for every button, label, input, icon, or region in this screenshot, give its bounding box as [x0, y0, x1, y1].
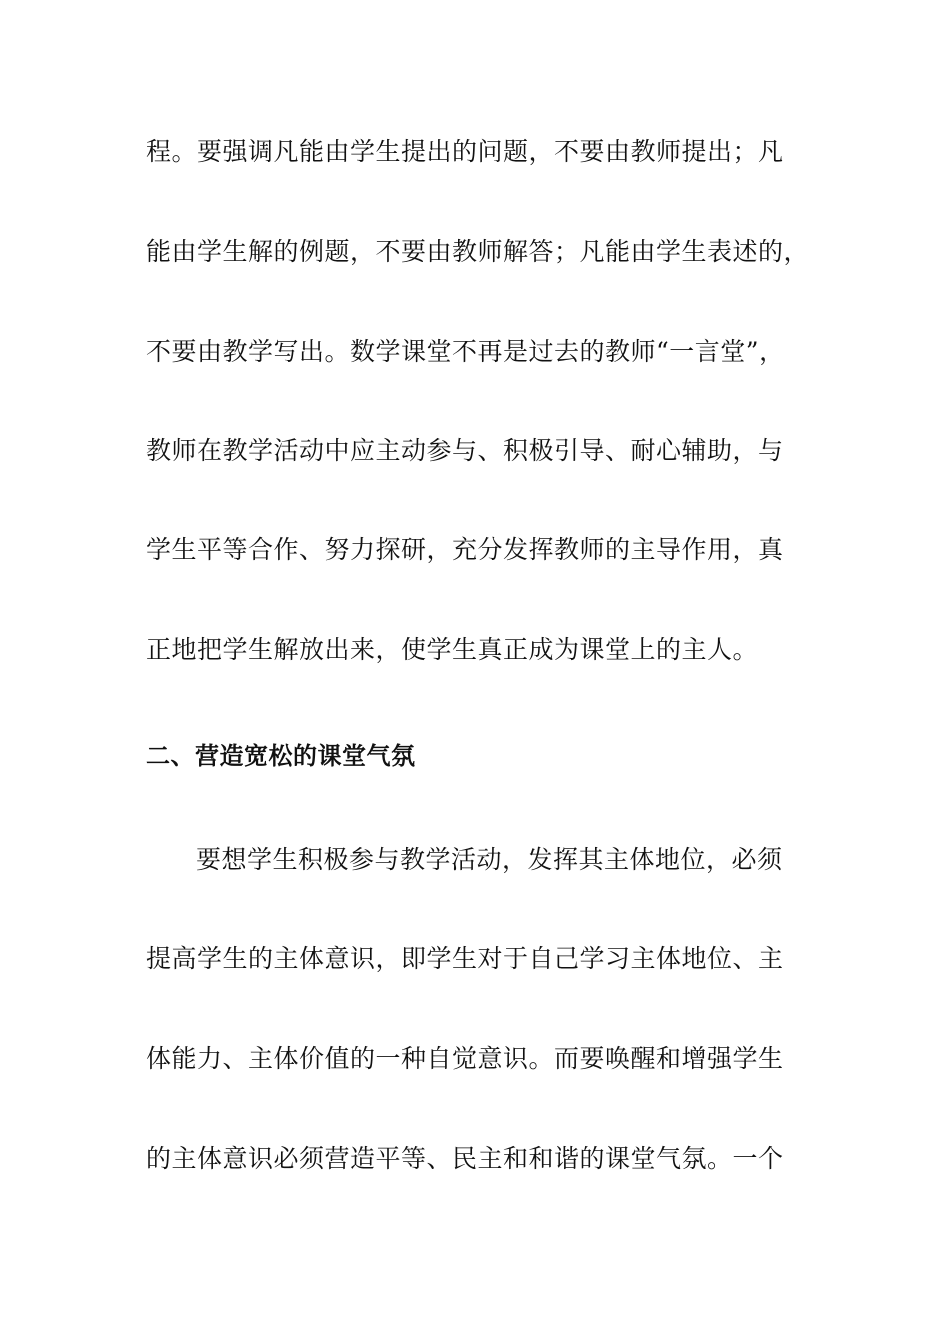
paragraph-line: 不要由教学写出。数学课堂不再是过去的教师“一言堂”， — [146, 337, 785, 366]
paragraph-line: 提高学生的主体意识，即学生对于自己学习主体地位、主 — [146, 944, 784, 973]
paragraph-line: 的主体意识必须营造平等、民主和和谐的课堂气氛。一个 — [146, 1144, 784, 1173]
paragraph-line: 能由学生解的例题，不要由教师解答；凡能由学生表述的， — [146, 237, 810, 266]
paragraph-line: 程。要强调凡能由学生提出的问题，不要由教师提出；凡 — [146, 137, 784, 166]
section-heading: 二、营造宽松的课堂气氛 — [146, 742, 416, 770]
paragraph-line: 学生平等合作、努力探研，充分发挥教师的主导作用，真 — [146, 535, 784, 564]
paragraph-line: 教师在教学活动中应主动参与、积极引导、耐心辅助，与 — [146, 436, 784, 465]
paragraph-line: 要想学生积极参与教学活动，发挥其主体地位，必须 — [196, 845, 783, 874]
paragraph-line: 体能力、主体价值的一种自觉意识。而要唤醒和增强学生 — [146, 1044, 784, 1073]
paragraph-line: 正地把学生解放出来，使学生真正成为课堂上的主人。 — [146, 635, 759, 664]
